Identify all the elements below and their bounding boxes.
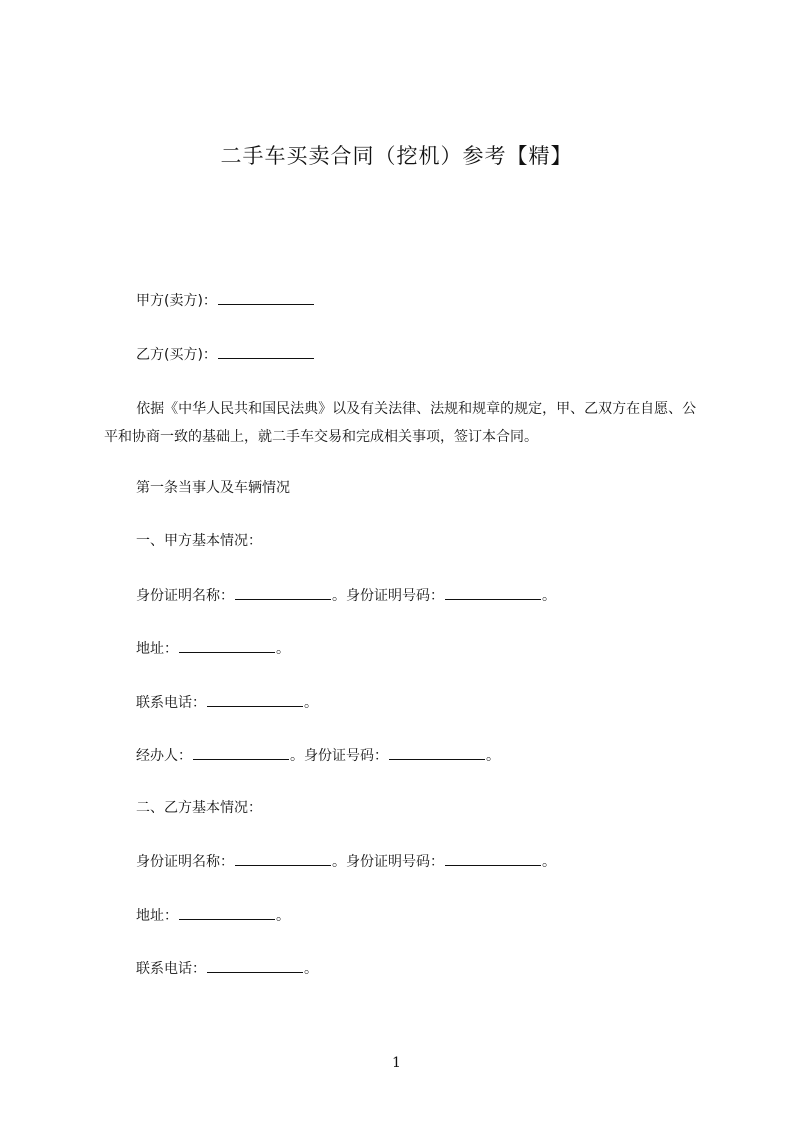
phone-blank[interactable] bbox=[207, 692, 303, 707]
page-number: 1 bbox=[392, 1055, 401, 1071]
period: 。 bbox=[332, 854, 346, 870]
address-label: 地址： bbox=[136, 908, 178, 924]
period: 。 bbox=[542, 588, 556, 604]
id-number-label: 身份证明号码： bbox=[346, 588, 444, 604]
section-a-phone-line bbox=[136, 692, 318, 713]
section-b-id-line bbox=[136, 851, 556, 872]
phone-blank[interactable] bbox=[207, 958, 303, 973]
period: 。 bbox=[276, 908, 290, 924]
party-a-line bbox=[136, 290, 315, 311]
id-name-label: 身份证明名称： bbox=[136, 854, 234, 870]
period: 。 bbox=[304, 961, 318, 977]
section-b-address-line bbox=[136, 905, 290, 926]
agent-blank[interactable] bbox=[193, 745, 289, 760]
id-number-blank[interactable] bbox=[445, 585, 541, 600]
party-a-label: 甲方(卖方)： bbox=[136, 293, 217, 309]
period: 。 bbox=[290, 748, 304, 764]
period: 。 bbox=[486, 748, 500, 764]
period: 。 bbox=[332, 588, 346, 604]
party-b-line bbox=[136, 344, 315, 365]
address-blank[interactable] bbox=[179, 638, 275, 653]
period: 。 bbox=[276, 641, 290, 657]
period: 。 bbox=[304, 695, 318, 711]
id-number-label: 身份证明号码： bbox=[346, 854, 444, 870]
section-a-agent-line bbox=[136, 745, 500, 766]
document-title: 二手车买卖合同（挖机）参考【精】 bbox=[220, 144, 573, 168]
agent-label: 经办人： bbox=[136, 748, 192, 764]
section-b-heading: 二、乙方基本情况： bbox=[136, 800, 262, 816]
section-a-heading: 一、甲方基本情况： bbox=[136, 533, 262, 549]
agent-id-blank[interactable] bbox=[389, 745, 485, 760]
phone-label: 联系电话： bbox=[136, 695, 206, 711]
id-name-blank[interactable] bbox=[235, 585, 331, 600]
phone-label: 联系电话： bbox=[136, 961, 206, 977]
intro-paragraph: 依据《中华人民共和国民法典》以及有关法律、法规和规章的规定，甲、乙双方在自愿、公平和协商一致的基础上，就二手车交易和完成相关事项，签订本合同。 bbox=[104, 401, 697, 445]
party-b-label: 乙方(买方)： bbox=[136, 347, 217, 363]
section-b-phone-line bbox=[136, 958, 318, 979]
address-label: 地址： bbox=[136, 641, 178, 657]
party-a-blank[interactable] bbox=[218, 290, 314, 305]
id-number-blank[interactable] bbox=[445, 851, 541, 866]
section-a-address-line bbox=[136, 638, 290, 659]
agent-id-label: 身份证号码： bbox=[304, 748, 388, 764]
party-b-blank[interactable] bbox=[218, 344, 314, 359]
id-name-blank[interactable] bbox=[235, 851, 331, 866]
address-blank[interactable] bbox=[179, 905, 275, 920]
section-a-id-line bbox=[136, 585, 556, 606]
id-name-label: 身份证明名称： bbox=[136, 588, 234, 604]
period: 。 bbox=[542, 854, 556, 870]
article1-heading: 第一条当事人及车辆情况 bbox=[136, 480, 290, 496]
